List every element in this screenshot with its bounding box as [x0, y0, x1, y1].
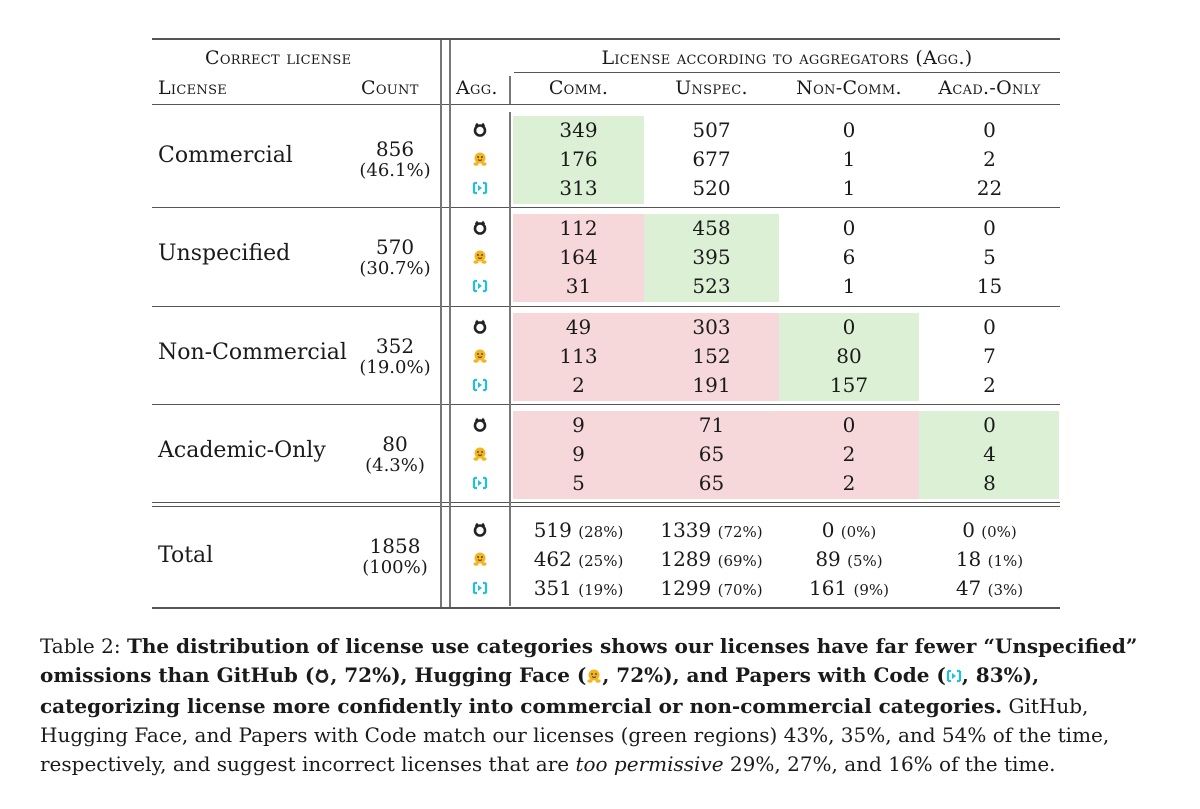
license-label: Academic-Only	[158, 438, 326, 463]
caption-text-end: 29%, 27%, and 16% of the time.	[723, 752, 1056, 776]
total-percent: (5%)	[847, 552, 883, 570]
total-percent: (0%)	[840, 523, 877, 541]
count-value: 352	[375, 334, 415, 358]
table-cell: 152	[692, 344, 731, 368]
total-cell	[513, 516, 644, 544]
papers-with-code-icon	[472, 278, 488, 294]
license-count	[340, 335, 450, 379]
table-cell: 313	[559, 176, 598, 200]
table-cell: 2	[842, 471, 856, 495]
group-right-underline	[514, 72, 1060, 73]
table-cell: 5	[572, 471, 585, 495]
license-count	[340, 236, 450, 280]
total-cell	[779, 574, 919, 602]
table-cell: 65	[698, 442, 725, 466]
table-cell: 0	[983, 118, 996, 142]
total-rule-b	[152, 506, 1060, 507]
github-icon	[472, 417, 488, 433]
group-header-correct-license: Correct license	[205, 47, 352, 69]
bottom-rule	[152, 607, 1060, 609]
table-cell: 65	[698, 471, 725, 495]
count-percent: (30.7%)	[359, 258, 431, 279]
table-cell: 49	[565, 315, 592, 339]
hugging-face-icon	[472, 551, 488, 567]
top-rule	[152, 38, 1060, 40]
total-percent: (70%)	[717, 581, 763, 599]
table-cell: 9	[572, 442, 585, 466]
table-cell: 7	[983, 344, 996, 368]
total-value: 462	[533, 547, 572, 571]
github-icon	[472, 319, 488, 335]
table-cell: 520	[692, 176, 731, 200]
table-cell: 8	[983, 471, 996, 495]
table-cell: 458	[692, 216, 731, 240]
table-cell: 2	[842, 442, 856, 466]
column-header-license: License	[158, 77, 228, 99]
total-cell	[513, 574, 644, 602]
total-value: 47	[955, 576, 982, 600]
table-cell: 112	[559, 216, 598, 240]
total-percent: (1%)	[987, 552, 1024, 570]
table-cell: 0	[842, 413, 856, 437]
total-percent: (0%)	[981, 523, 1017, 541]
total-value: 0	[821, 518, 835, 542]
column-header-noncomm: Non-Comm.	[796, 77, 902, 99]
total-percent: (28%)	[578, 523, 624, 541]
github-icon	[472, 122, 488, 138]
table-cell: 157	[829, 373, 869, 397]
github-icon	[472, 522, 488, 538]
license-label: Non-Commercial	[158, 340, 347, 365]
hugging-face-icon	[472, 446, 488, 462]
table-cell: 5	[983, 245, 996, 269]
table-cell: 71	[698, 413, 725, 437]
total-percent: (19%)	[578, 581, 624, 599]
github-icon	[314, 663, 330, 692]
table-cell: 677	[692, 147, 731, 171]
total-value: 161	[808, 576, 848, 600]
table-cell: 507	[692, 118, 731, 142]
table-cell: 1	[842, 176, 856, 200]
caption-text: GitHub, Hugging Face, and Papers with Code match our licenses (green regions) 43%, 35%, and 54% of the time, respectively, and suggest incorrect licenses that are	[40, 694, 1110, 776]
license-label: Unspecified	[158, 241, 291, 266]
group-header-aggregators: License according to aggregators (Agg.)	[601, 47, 973, 69]
papers-with-code-icon	[472, 180, 488, 196]
total-percent: (72%)	[717, 523, 763, 541]
table-cell: 2	[983, 147, 996, 171]
total-cell	[513, 545, 644, 573]
license-label: Commercial	[158, 143, 293, 168]
table-cell: 0	[842, 118, 856, 142]
hugging-face-icon	[472, 348, 488, 364]
total-count	[340, 535, 450, 579]
table-cell: 0	[842, 216, 856, 240]
total-cell	[779, 516, 919, 544]
license-count	[340, 433, 450, 477]
table-cell: 523	[692, 274, 731, 298]
caption-bold: The distribution of license use categories shows our licenses have far fewer “Unspecified” omissions than GitHub ( , 72%), Hugging Face ( , 72%), and Papers with Code ( , 83%), categorizing license more confidently into commercial or non-commercial categories.	[40, 634, 1138, 718]
table-cell: 31	[565, 274, 592, 298]
table-cell: 6	[842, 245, 856, 269]
table-cell: 0	[983, 315, 996, 339]
table-cell: 2	[983, 373, 996, 397]
count-percent: (46.1%)	[359, 160, 431, 181]
agg-divider-body	[509, 112, 511, 606]
table-cell: 4	[983, 442, 996, 466]
table-cell: 176	[559, 147, 598, 171]
table-cell: 113	[559, 344, 598, 368]
total-value: 1299	[660, 576, 712, 600]
group-rule-1	[152, 207, 1060, 208]
total-cell	[779, 545, 919, 573]
license-count	[340, 138, 450, 182]
total-value: 89	[815, 547, 841, 571]
agg-divider-header	[509, 76, 511, 104]
total-value: 1339	[660, 518, 712, 542]
group-rule-3	[152, 404, 1060, 405]
total-cell	[644, 545, 779, 573]
total-percent: (3%)	[987, 581, 1024, 599]
column-header-count: Count	[361, 77, 419, 99]
table-cell: 0	[983, 413, 996, 437]
papers-with-code-icon	[472, 377, 488, 393]
column-header-acad: Acad.-Only	[938, 77, 1041, 99]
papers-with-code-icon	[946, 663, 962, 692]
column-header-unspec: Unspec.	[675, 77, 748, 99]
table-cell: 164	[559, 245, 598, 269]
table-cell: 1	[842, 147, 856, 171]
count-value: 1858	[369, 534, 421, 558]
caption-emphasis: too permissive	[575, 752, 724, 776]
total-value: 1289	[660, 547, 712, 571]
hugging-face-icon	[472, 151, 488, 167]
total-cell	[919, 516, 1060, 544]
vertical-double-rule	[440, 40, 451, 607]
column-header-comm: Comm.	[548, 77, 609, 99]
total-value: 0	[962, 518, 975, 542]
count-percent: (100%)	[362, 557, 428, 578]
count-percent: (19.0%)	[359, 357, 431, 378]
table-cell: 1	[842, 274, 856, 298]
count-value: 856	[375, 137, 415, 161]
count-value: 570	[375, 235, 415, 259]
papers-with-code-icon	[472, 475, 488, 491]
count-percent: (4.3%)	[365, 455, 425, 476]
hugging-face-icon	[472, 249, 488, 265]
column-header-agg: Agg.	[456, 77, 498, 99]
github-icon	[472, 220, 488, 236]
papers-with-code-icon	[472, 580, 488, 596]
total-cell	[644, 516, 779, 544]
total-cell	[644, 574, 779, 602]
count-value: 80	[382, 432, 408, 456]
table-caption	[40, 632, 1170, 779]
total-label: Total	[158, 543, 214, 568]
table-cell: 2	[572, 373, 585, 397]
table-cell: 15	[976, 274, 1003, 298]
hugging-face-icon	[586, 663, 602, 692]
total-percent: (69%)	[717, 552, 763, 570]
table-cell: 22	[976, 176, 1003, 200]
total-cell	[919, 545, 1060, 573]
table-cell: 80	[836, 344, 862, 368]
table-cell: 349	[559, 118, 598, 142]
table-cell: 0	[983, 216, 996, 240]
header-rule	[152, 104, 1060, 105]
caption-label: Table 2:	[40, 634, 121, 658]
table-cell: 191	[692, 373, 731, 397]
total-value: 519	[533, 518, 572, 542]
total-value: 351	[533, 576, 572, 600]
group-rule-2	[152, 306, 1060, 307]
table-cell: 9	[572, 413, 585, 437]
total-percent: (9%)	[853, 581, 890, 599]
table-cell: 303	[692, 315, 731, 339]
total-value: 18	[955, 547, 982, 571]
table-cell: 0	[842, 315, 856, 339]
total-rule-a	[152, 502, 1060, 503]
table-cell: 395	[692, 245, 731, 269]
total-percent: (25%)	[578, 552, 624, 570]
total-cell	[919, 574, 1060, 602]
